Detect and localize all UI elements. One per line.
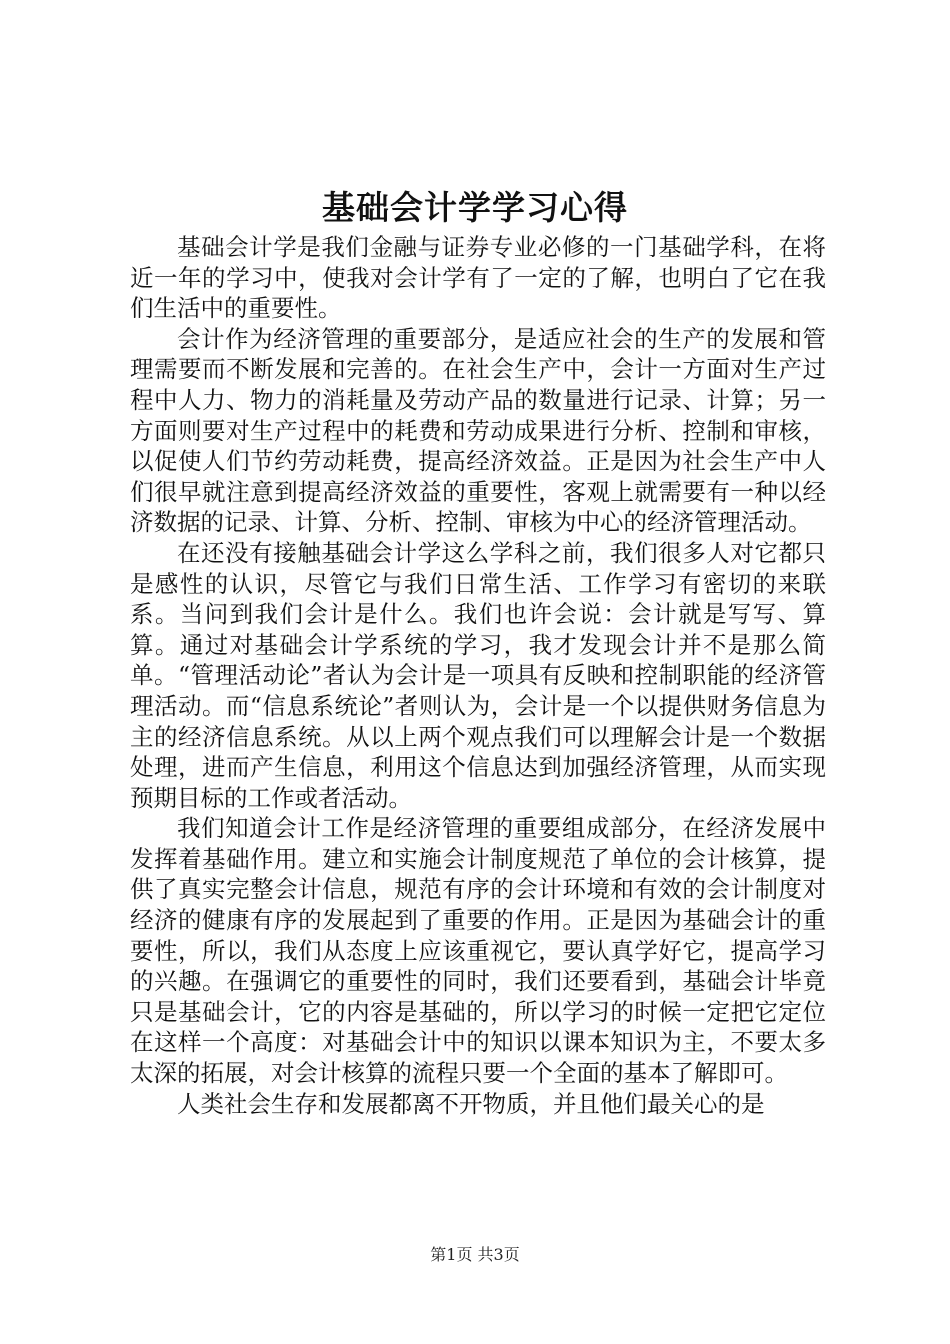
document-body	[130, 232, 826, 1119]
paragraph-3: 在还没有接触基础会计学这么学科之前，我们很多人对它都只是感性的认识，尽管它与我们日常生活、工作学习有密切的来联系。当问到我们会计是什么。我们也许会说：会计就是写写、算算。通过对基础会计学系统的学习，我才发现会计并不是那么简单。“管理活动论”者认为会计是一项具有反映和控制职能的经济管理活动。而“信息系统论”者则认为，会计是一个以提供财务信息为主的经济信息系统。从以上两个观点我们可以理解会计是一个数据处理，进而产生信息，利用这个信息达到加强经济管理，从而实现预期目标的工作或者活动。	[130, 538, 826, 812]
paragraph-5: 人类社会生存和发展都离不开物质，并且他们最关心的是	[177, 1089, 765, 1118]
document-title: 基础会计学学习心得	[322, 188, 628, 227]
paragraph-4: 我们知道会计工作是经济管理的重要组成部分，在经济发展中发挥着基础作用。建立和实施会计制度规范了单位的会计核算，提供了真实完整会计信息，规范有序的会计环境和有效的会计制度对经济的健康有序的发展起到了重要的作用。正是因为基础会计的重要性，所以，我们从态度上应该重视它，要认真学好它，提高学习的兴趣。在强调它的重要性的同时，我们还要看到，基础会计毕竟只是基础会计，它的内容是基础的，所以学习的时候一定把它定位在这样一个高度：对基础会计中的知识以课本知识为主，不要太多太深的拓展，对会计核算的流程只要一个全面的基本了解即可。	[130, 814, 826, 1088]
page-footer: 第1页 共3页	[430, 1245, 520, 1264]
paragraph-1: 基础会计学是我们金融与证券专业必修的一门基础学科，在将近一年的学习中，使我对会计学有了一定的了解，也明白了它在我们生活中的重要性。	[130, 233, 826, 323]
paragraph-2: 会计作为经济管理的重要部分，是适应社会的生产的发展和管理需要而不断发展和完善的。在社会生产中，会计一方面对生产过程中人力、物力的消耗量及劳动产品的数量进行记录、计算；另一方面则要对生产过程中的耗费和劳动成果进行分析、控制和审核，以促使人们节约劳动耗费，提高经济效益。正是因为社会生产中人们很早就注意到提高经济效益的重要性，客观上就需要有一种以经济数据的记录、计算、分析、控制、审核为中心的经济管理活动。	[130, 324, 826, 537]
